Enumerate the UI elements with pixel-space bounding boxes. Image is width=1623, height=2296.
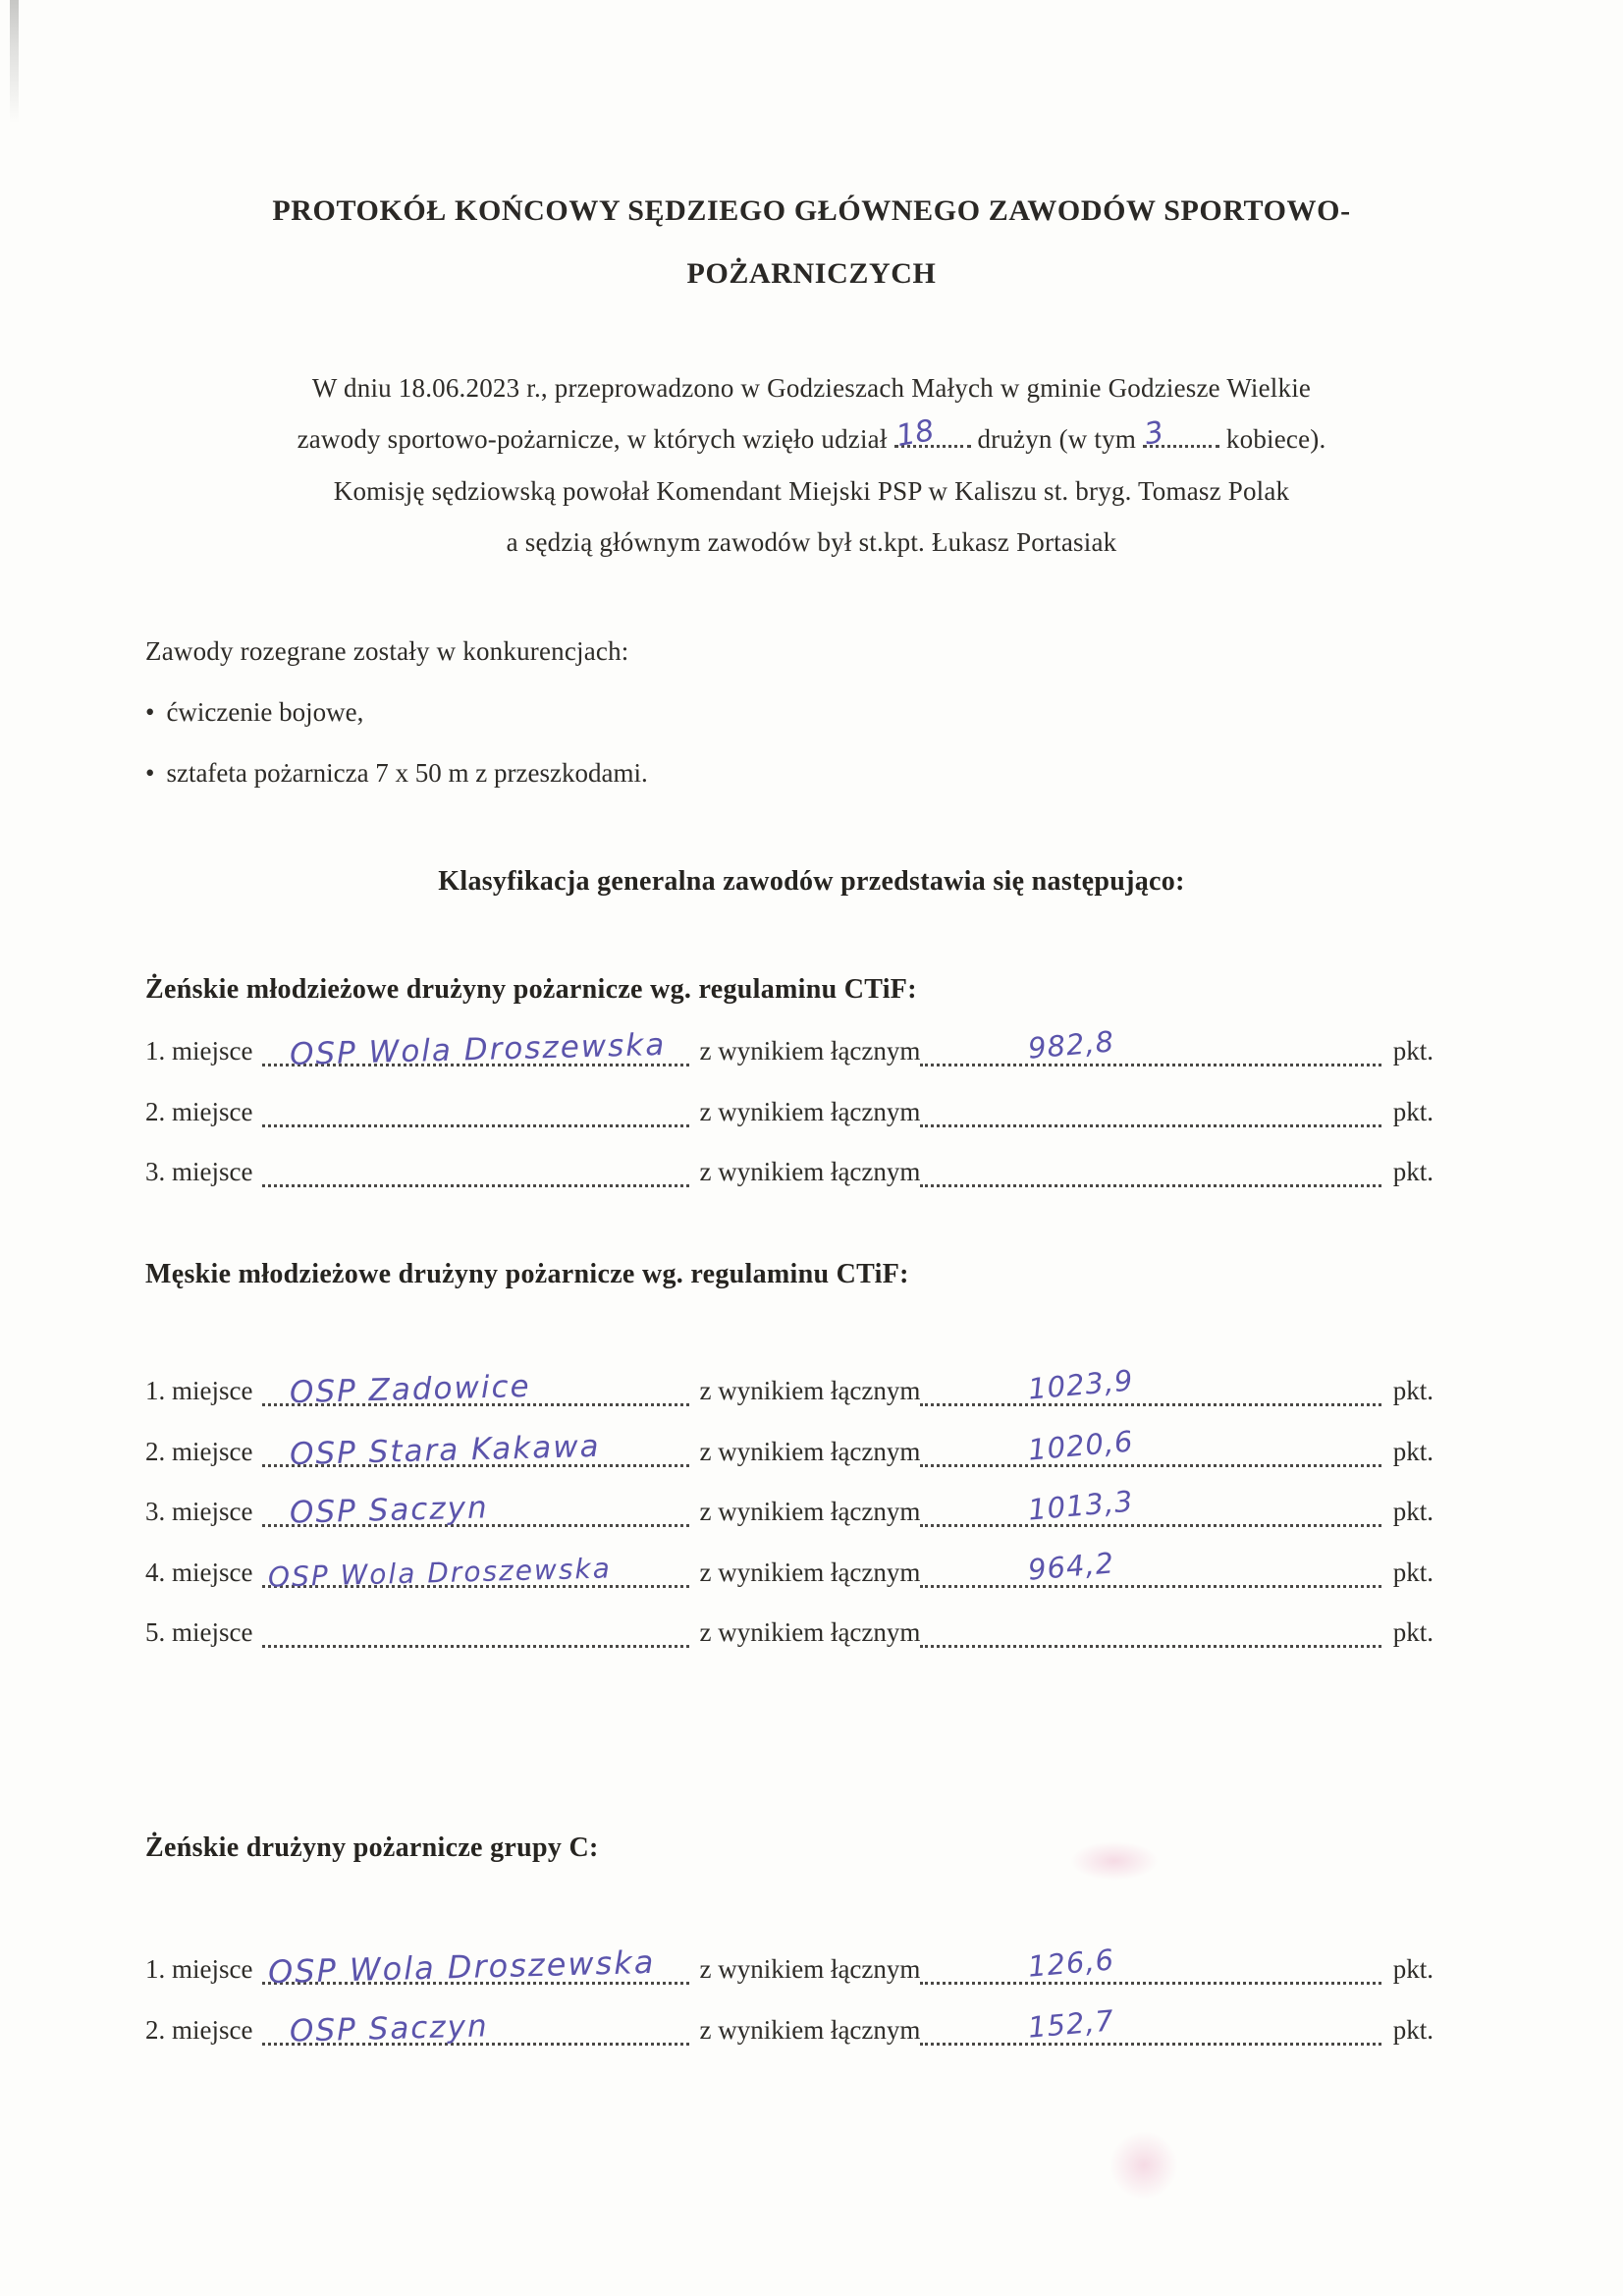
result-row — [145, 1543, 1434, 1594]
score-dotted-line — [920, 2003, 1380, 2046]
result-connector-label: z wynikiem łącznym — [699, 1497, 921, 1526]
handwritten-score: 126,6 — [1027, 1942, 1116, 1984]
place-label: 1. miejsce — [145, 1954, 253, 1984]
handwritten-team-name: OSP Saczyn — [290, 2008, 490, 2050]
score-dotted-line — [920, 1484, 1380, 1527]
result-row — [145, 1482, 1434, 1531]
handwritten-score: 152,7 — [1027, 2003, 1116, 2045]
score-dotted-line — [920, 1095, 1380, 1127]
result-connector-label: z wynikiem łącznym — [699, 1617, 921, 1647]
teams-female-dotted-field — [1142, 414, 1219, 453]
place-label: 1. miejsce — [145, 1376, 253, 1405]
section-heading-male-youth: Męskie młodzieżowe drużyny pożarnicze wg. regulaminu CTiF: — [145, 1259, 909, 1289]
score-dotted-line — [920, 1155, 1380, 1187]
handwritten-score: 1023,9 — [1027, 1363, 1136, 1406]
result-connector-label: z wynikiem łącznym — [699, 1097, 921, 1126]
result-row — [145, 1361, 1434, 1411]
team-dotted-line — [262, 1942, 689, 1992]
handwritten-teams-total: 18 — [893, 412, 937, 455]
team-dotted-line — [262, 1026, 689, 1073]
intro-line1: W dniu 18.06.2023 r., przeprowadzono w Godzieszach Małych w gminie Godziesze Wielkie — [311, 373, 1312, 403]
score-dotted-line — [920, 1024, 1380, 1066]
place-label: 3. miejsce — [145, 1157, 253, 1186]
place-label: 5. miejsce — [145, 1617, 253, 1647]
result-row — [145, 1603, 1434, 1648]
score-dotted-line — [920, 1546, 1380, 1588]
result-connector-label: z wynikiem łącznym — [699, 1954, 921, 1984]
result-row — [145, 1082, 1434, 1127]
section-heading-female-youth: Żeńskie młodzieżowe drużyny pożarnicze wg. regulaminu CTiF: — [145, 974, 917, 1005]
score-dotted-line — [920, 1424, 1380, 1467]
competitions-heading: Zawody rozegrane zostały w konkurencjach: — [145, 636, 629, 666]
result-row — [145, 1021, 1434, 1073]
result-connector-label: z wynikiem łącznym — [699, 1558, 921, 1587]
points-suffix-label: pkt. — [1392, 1097, 1434, 1126]
intro-line2-text1: zawody sportowo-pożarnicze, w których wzięło udział — [297, 424, 894, 454]
handwritten-team-name: OSP Wola Droszewska — [290, 1026, 668, 1073]
points-suffix-label: pkt. — [1392, 1954, 1434, 1984]
result-connector-label: z wynikiem łącznym — [699, 1437, 921, 1466]
place-label: 2. miejsce — [145, 1097, 253, 1126]
handwritten-team-name: OSP Wola Droszewska — [268, 1942, 657, 1992]
team-dotted-line — [262, 1615, 689, 1648]
handwritten-team-name: OSP Saczyn — [290, 1490, 490, 1531]
team-dotted-line — [262, 1552, 689, 1594]
points-suffix-label: pkt. — [1392, 2015, 1434, 2045]
bullet-icon: • — [145, 758, 155, 788]
intro-line3: Komisję sędziowską powołał Komendant Miejski PSP w Kaliszu st. bryg. Tomasz Polak — [333, 476, 1290, 506]
document-title-line2: POŻARNICZYCH — [686, 257, 937, 290]
competition-item-label: ćwiczenie bojowe, — [166, 697, 364, 727]
result-connector-label: z wynikiem łącznym — [699, 1157, 921, 1186]
place-label: 4. miejsce — [145, 1558, 253, 1587]
result-connector-label: z wynikiem łącznym — [699, 1036, 921, 1066]
place-label: 2. miejsce — [145, 2015, 253, 2045]
result-row — [145, 1142, 1434, 1187]
competition-item — [145, 697, 1434, 728]
intro-line2-text2: drużyn (w tym — [970, 424, 1143, 454]
place-label: 2. miejsce — [145, 1437, 253, 1466]
handwritten-team-name: OSP Stara Kakawa — [290, 1428, 602, 1473]
points-suffix-label: pkt. — [1392, 1437, 1434, 1466]
score-dotted-line — [920, 1363, 1380, 1406]
points-suffix-label: pkt. — [1392, 1558, 1434, 1587]
bullet-icon: • — [145, 697, 155, 727]
place-label: 1. miejsce — [145, 1036, 253, 1066]
section-heading-female-group-c: Żeńskie drużyny pożarnicze grupy C: — [145, 1832, 599, 1863]
team-dotted-line — [262, 1368, 689, 1411]
intro-line2-text3: kobiece). — [1218, 424, 1326, 454]
team-dotted-line — [262, 2008, 689, 2050]
teams-total-dotted-field — [893, 412, 971, 455]
handwritten-score: 964,2 — [1027, 1546, 1116, 1587]
points-suffix-label: pkt. — [1392, 1617, 1434, 1647]
result-row — [145, 1422, 1434, 1473]
document-title-line1: PROTOKÓŁ KOŃCOWY SĘDZIEGO GŁÓWNEGO ZAWODÓW SPORTOWO- — [272, 194, 1351, 227]
score-dotted-line — [920, 1942, 1380, 1985]
points-suffix-label: pkt. — [1392, 1497, 1434, 1526]
result-connector-label: z wynikiem łącznym — [699, 2015, 921, 2045]
handwritten-score: 982,8 — [1027, 1024, 1116, 1066]
scan-artifact-smudge — [1109, 2131, 1178, 2200]
result-connector-label: z wynikiem łącznym — [699, 1376, 921, 1405]
intro-line2 — [0, 412, 1623, 455]
points-suffix-label: pkt. — [1392, 1036, 1434, 1066]
team-dotted-line — [262, 1155, 689, 1187]
competition-item — [145, 758, 1434, 789]
result-row — [145, 2000, 1434, 2050]
place-label: 3. miejsce — [145, 1497, 253, 1526]
intro-line4: a sędzią głównym zawodów był st.kpt. Łukasz Portasiak — [506, 527, 1117, 557]
points-suffix-label: pkt. — [1392, 1376, 1434, 1405]
handwritten-score: 1013,3 — [1027, 1484, 1136, 1527]
score-dotted-line — [920, 1615, 1380, 1648]
points-suffix-label: pkt. — [1392, 1157, 1434, 1186]
handwritten-team-name: OSP Wola Droszewska — [268, 1552, 613, 1594]
result-row — [145, 1940, 1434, 1992]
handwritten-teams-female: 3 — [1142, 414, 1167, 453]
scan-artifact-streak — [10, 0, 19, 123]
team-dotted-line — [262, 1095, 689, 1127]
team-dotted-line — [262, 1490, 689, 1531]
team-dotted-line — [262, 1428, 689, 1473]
competition-item-label: sztafeta pożarnicza 7 x 50 m z przeszkodami. — [166, 758, 648, 788]
classification-heading: Klasyfikacja generalna zawodów przedstawia się następująco: — [438, 866, 1185, 897]
handwritten-score: 1020,6 — [1027, 1424, 1136, 1467]
handwritten-team-name: OSP Zadowice — [290, 1368, 532, 1411]
